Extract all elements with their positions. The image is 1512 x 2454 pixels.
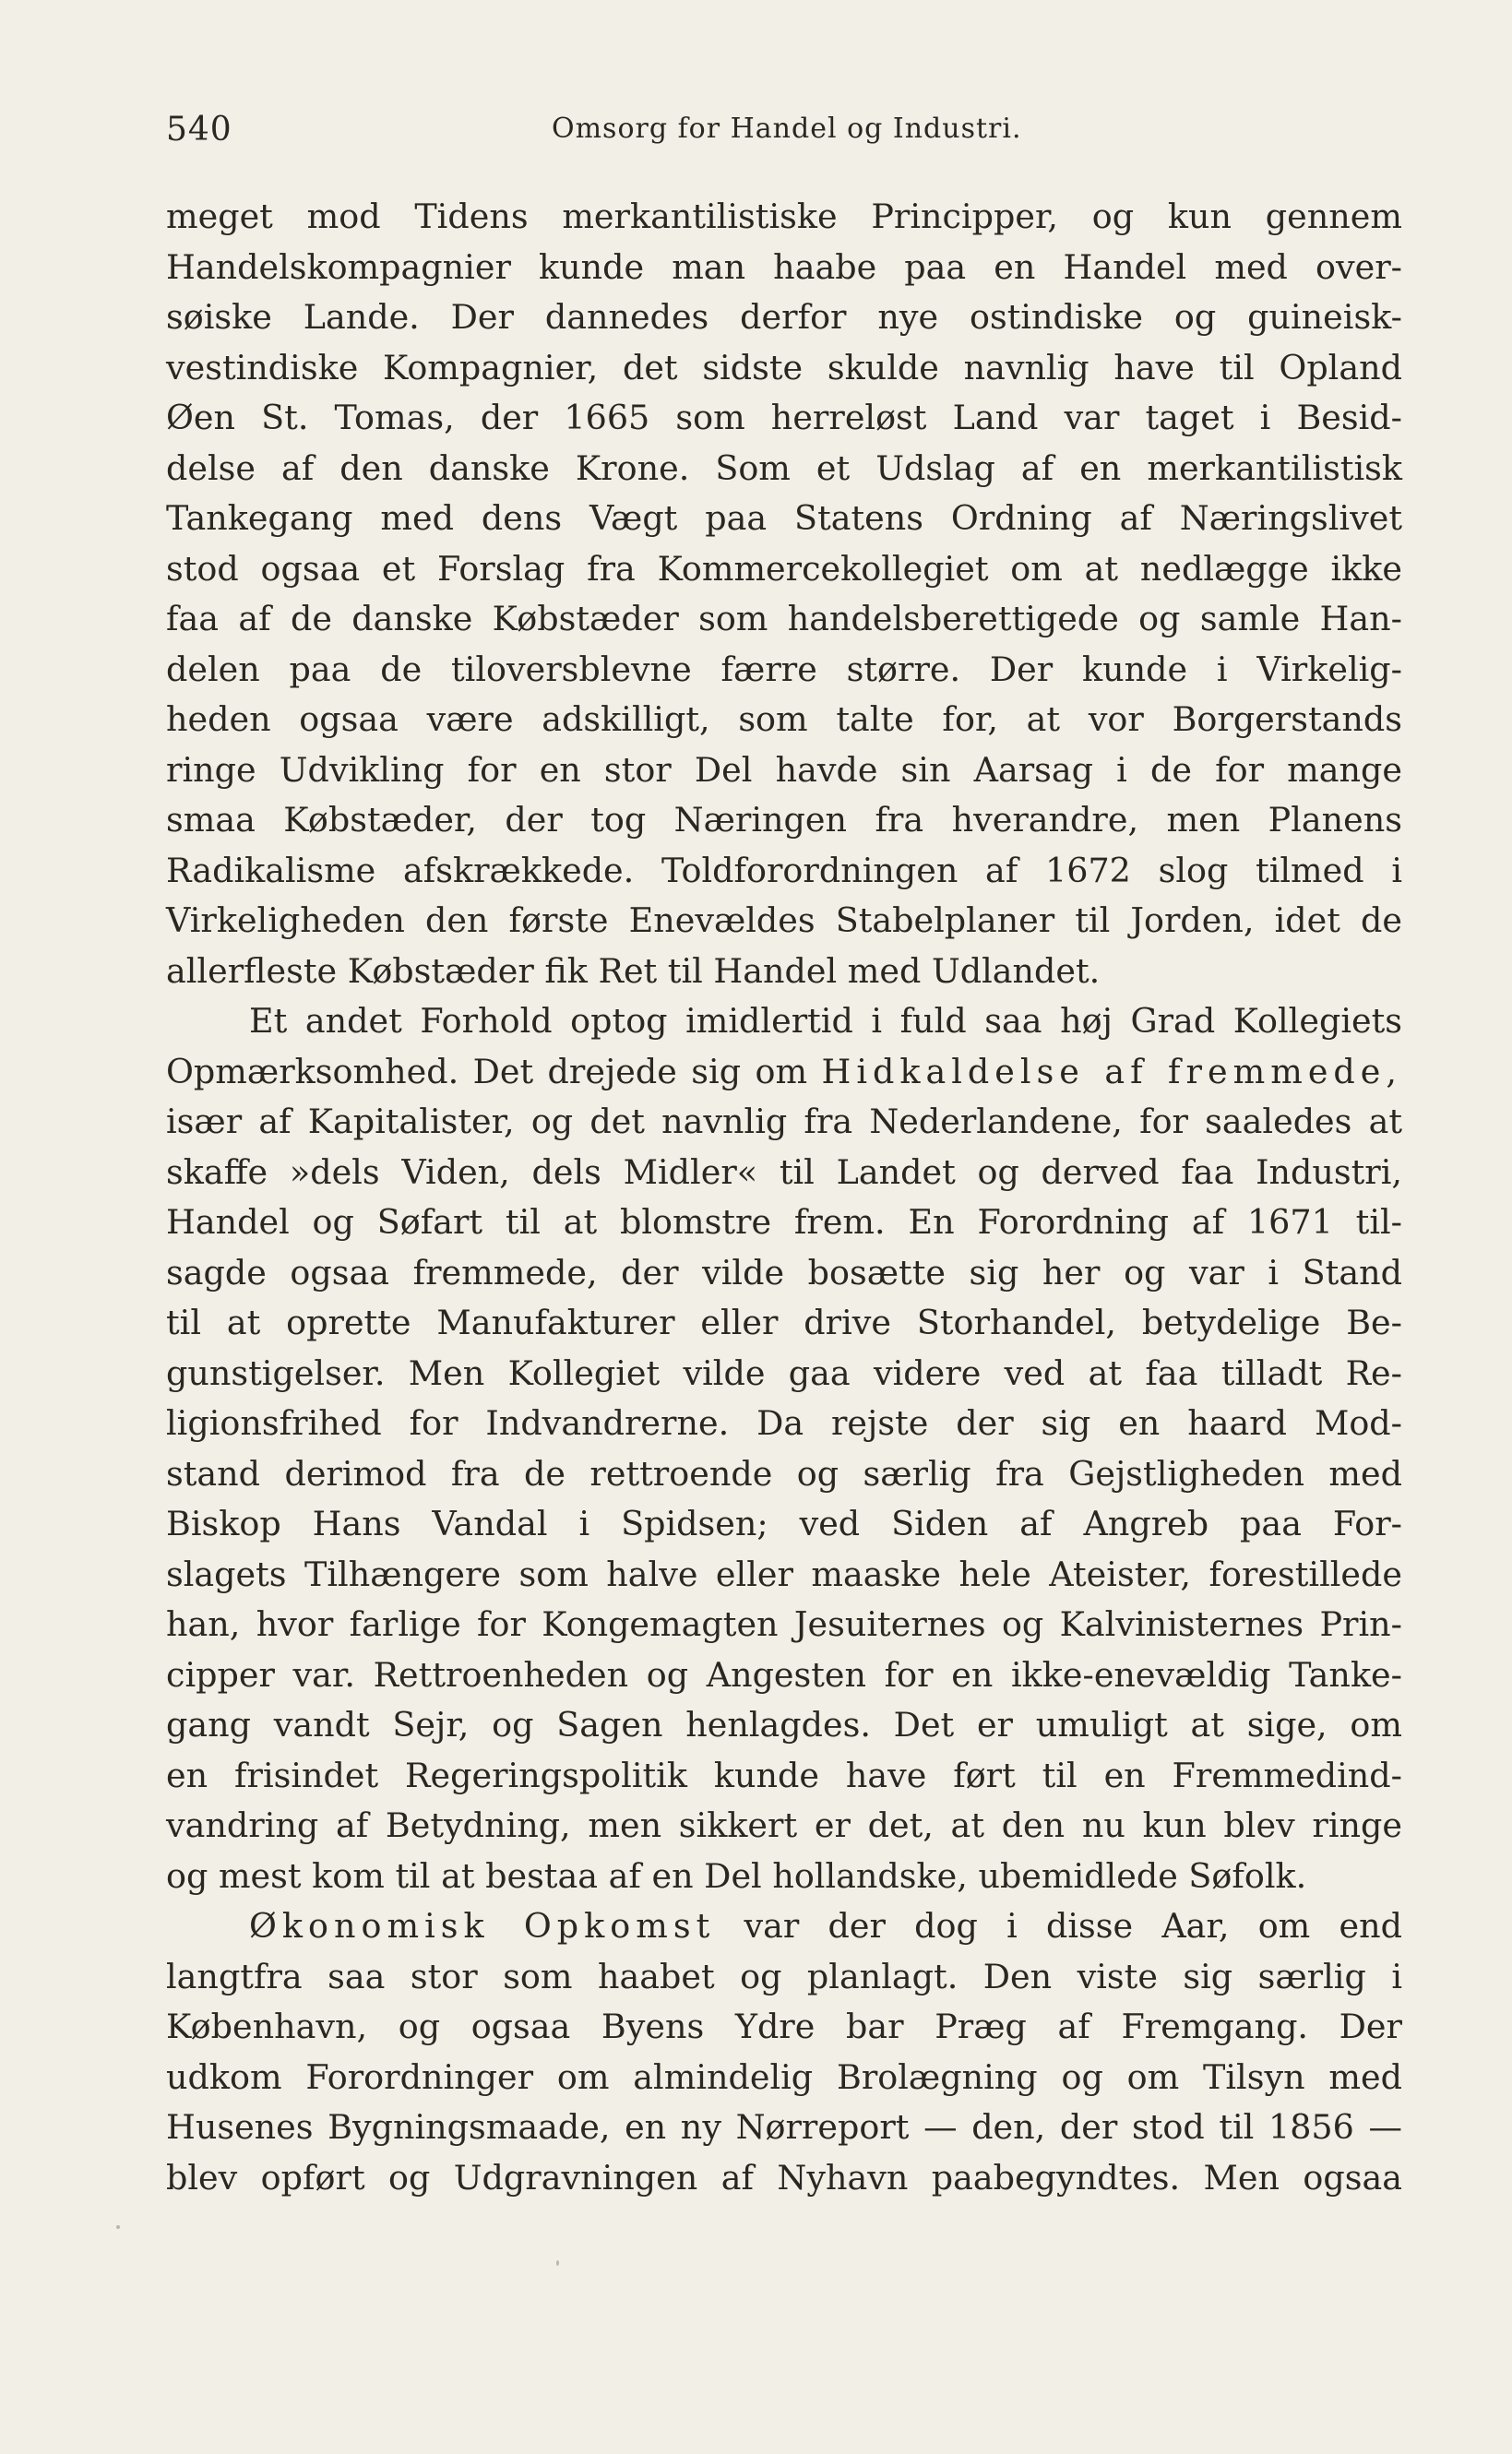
text-line xyxy=(166,1047,1402,1098)
text-line: han, hvor farlige for Kongemagten Jesuiternes og Kalvinisternes Prin- xyxy=(166,1604,1402,1644)
text-line: Husenes Bygningsmaade, en ny Nørreport — den, der stod til 1856 — xyxy=(166,2107,1402,2147)
text-line: ligionsfrihed for Indvandrerne. Da rejste der sig en haard Mod- xyxy=(166,1403,1402,1443)
text-line: ringe Udvikling for en stor Del havde sin Aarsag i de for mange xyxy=(166,749,1402,790)
text-line: stod ogsaa et Forslag fra Kommercekollegiet om at nedlægge ikke xyxy=(166,548,1402,589)
paper-speck xyxy=(556,2260,559,2266)
text-line: en frisindet Regeringspolitik kunde have ført til en Fremmedind- xyxy=(166,1755,1402,1795)
text-line: delen paa de tiloversblevne færre større. Der kunde i Virkelig- xyxy=(166,649,1402,689)
text-line: langtfra saa stor som haabet og planlagt. Den viste sig særlig i xyxy=(166,1956,1402,1996)
text-line: Et andet Forhold optog imidlertid i fuld saa høj Grad Kollegiets xyxy=(249,1001,1402,1041)
text-line: blev opført og Udgravningen af Nyhavn paabegyndtes. Men ogsaa xyxy=(166,2157,1402,2198)
paragraph-1 xyxy=(166,192,1402,996)
text-line: heden ogsaa være adskilligt, som talte for, at vor Borgerstands xyxy=(166,699,1402,739)
paper-speck xyxy=(116,2225,120,2229)
running-title: Omsorg for Handel og Industri. xyxy=(552,113,1022,145)
text-line: søiske Lande. Der dannedes derfor nye ostindiske og guineisk- xyxy=(166,297,1402,337)
text-line: især af Kapitalister, og det navnlig fra Nederlandene, for saaledes at xyxy=(166,1102,1402,1141)
text-line: til at oprette Manufakturer eller drive Storhandel, betydelige Be- xyxy=(166,1303,1402,1342)
text-line: og mest kom til at bestaa af en Del hollandske, ubemidlede Søfolk. xyxy=(166,1855,1307,1896)
spaced-emphasis: Hidkaldelse af fremmede, xyxy=(821,1051,1402,1091)
text-line: faa af de danske Købstæder som handelsberettigede og samle Han- xyxy=(166,599,1402,638)
line-text: Opmærksomhed. Det drejede sig om xyxy=(166,1051,822,1091)
text-line: Handel og Søfart til at blomstre frem. En Forordning af 1671 til- xyxy=(166,1202,1402,1242)
text-line: skaffe »dels Viden, dels Midler« til Landet og derved faa Industri, xyxy=(166,1151,1402,1192)
text-line: Biskop Hans Vandal i Spidsen; ved Siden af Angreb paa For- xyxy=(166,1504,1402,1543)
text-line: Radikalisme afskrækkede. Toldforordningen af 1672 slog tilmed i xyxy=(166,850,1402,890)
text-line: udkom Forordninger om almindelig Brolægning og om Tilsyn med xyxy=(166,2056,1402,2097)
text-line xyxy=(166,1901,1402,1952)
text-line: gunstigelser. Men Kollegiet vilde gaa videre ved at faa tilladt Re- xyxy=(166,1352,1402,1393)
text-line: vestindiske Kompagnier, det sidste skulde navnlig have til Opland xyxy=(166,347,1402,387)
spaced-emphasis: Økonomisk Opkomst xyxy=(249,1906,716,1946)
text-line: smaa Købstæder, der tog Næringen fra hverandre, men Planens xyxy=(166,800,1402,840)
line-text: var der dog i disse Aar, om end xyxy=(715,1906,1402,1946)
text-line: Handelskompagnier kunde man haabe paa en Handel med over- xyxy=(166,246,1402,287)
text-line: København, og ogsaa Byens Ydre bar Præg af Fremgang. Der xyxy=(166,2007,1402,2046)
page-number: 540 xyxy=(166,111,232,149)
body-text xyxy=(166,192,1402,2203)
text-line: vandring af Betydning, men sikkert er det, at den nu kun blev ringe xyxy=(166,1805,1402,1845)
text-line: sagde ogsaa fremmede, der vilde bosætte sig her og var i Stand xyxy=(166,1252,1402,1293)
text-line: allerfleste Købstæder fik Ret til Handel med Udlandet. xyxy=(166,950,1101,991)
text-line: gang vandt Sejr, og Sagen henlagdes. Det er umuligt at sige, om xyxy=(166,1705,1402,1745)
text-line: meget mod Tidens merkantilistiske Principper, og kun gennem xyxy=(166,197,1402,236)
text-line: slagets Tilhængere som halve eller maaske hele Ateister, forestillede xyxy=(166,1554,1402,1594)
text-line: Øen St. Tomas, der 1665 som herreløst Land var taget i Besid- xyxy=(166,398,1402,437)
paragraph-3 xyxy=(166,1901,1402,2203)
text-line: cipper var. Rettroenheden og Angesten for en ikke-enevældig Tanke- xyxy=(166,1654,1402,1695)
text-line: stand derimod fra de rettroende og særlig fra Gejstligheden med xyxy=(166,1453,1402,1494)
text-line: delse af den danske Krone. Som et Udslag af en merkantilistisk xyxy=(166,447,1402,488)
text-line: Tankegang med dens Vægt paa Statens Ordning af Næringslivet xyxy=(166,498,1402,538)
paragraph-2 xyxy=(166,996,1402,1901)
running-head xyxy=(166,103,1402,159)
text-line: Virkeligheden den første Enevældes Stabelplaner til Jorden, idet de xyxy=(166,900,1402,940)
